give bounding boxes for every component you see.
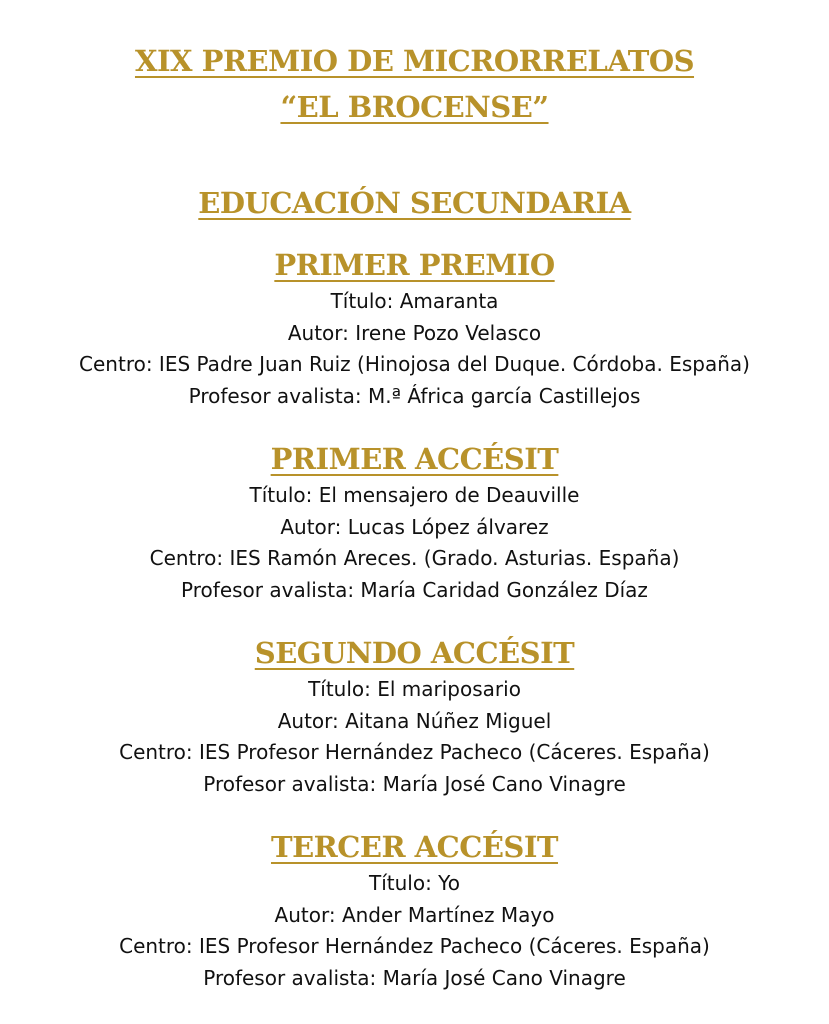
award-heading: SEGUNDO ACCÉSIT [254,636,575,670]
award-author: Autor: Ander Martínez Mayo [274,902,555,927]
award-title: Título: Amaranta [330,289,499,313]
award-author: Autor: Aitana Núñez Miguel [277,708,552,733]
award-block-segundo-accesit [0,633,829,800]
award-heading: PRIMER PREMIO [274,248,555,282]
award-block-primer-premio [0,245,829,412]
title-line-2: “EL BROCENSE” [280,90,549,124]
award-block-primer-accesit [0,439,829,606]
award-heading: PRIMER ACCÉSIT [270,442,559,476]
award-school: Centro: IES Padre Juan Ruiz (Hinojosa del Duque. Córdoba. España) [79,352,750,376]
award-teacher: Profesor avalista: María Caridad González Díaz [181,577,648,602]
section-heading: EDUCACIÓN SECUNDARIA [198,186,631,220]
document-title [0,38,829,130]
award-teacher: Profesor avalista: M.ª África garcía Castillejos [188,383,641,408]
award-school: Centro: IES Profesor Hernández Pacheco (Cáceres. España) [119,740,710,764]
award-title: Título: Yo [369,871,460,895]
award-heading: TERCER ACCÉSIT [270,830,559,864]
award-author: Autor: Lucas López álvarez [280,514,549,539]
title-line-1: XIX PREMIO DE MICRORRELATOS [134,44,695,78]
award-teacher: Profesor avalista: María José Cano Vinagre [203,771,626,796]
award-title: Título: El mariposario [308,677,521,701]
award-author: Autor: Irene Pozo Velasco [287,320,542,345]
award-title: Título: El mensajero de Deauville [249,483,580,507]
award-school: Centro: IES Ramón Areces. (Grado. Asturias. España) [149,546,680,570]
award-block-tercer-accesit [0,827,829,994]
award-school: Centro: IES Profesor Hernández Pacheco (Cáceres. España) [119,934,710,958]
award-teacher: Profesor avalista: María José Cano Vinagre [203,965,626,990]
